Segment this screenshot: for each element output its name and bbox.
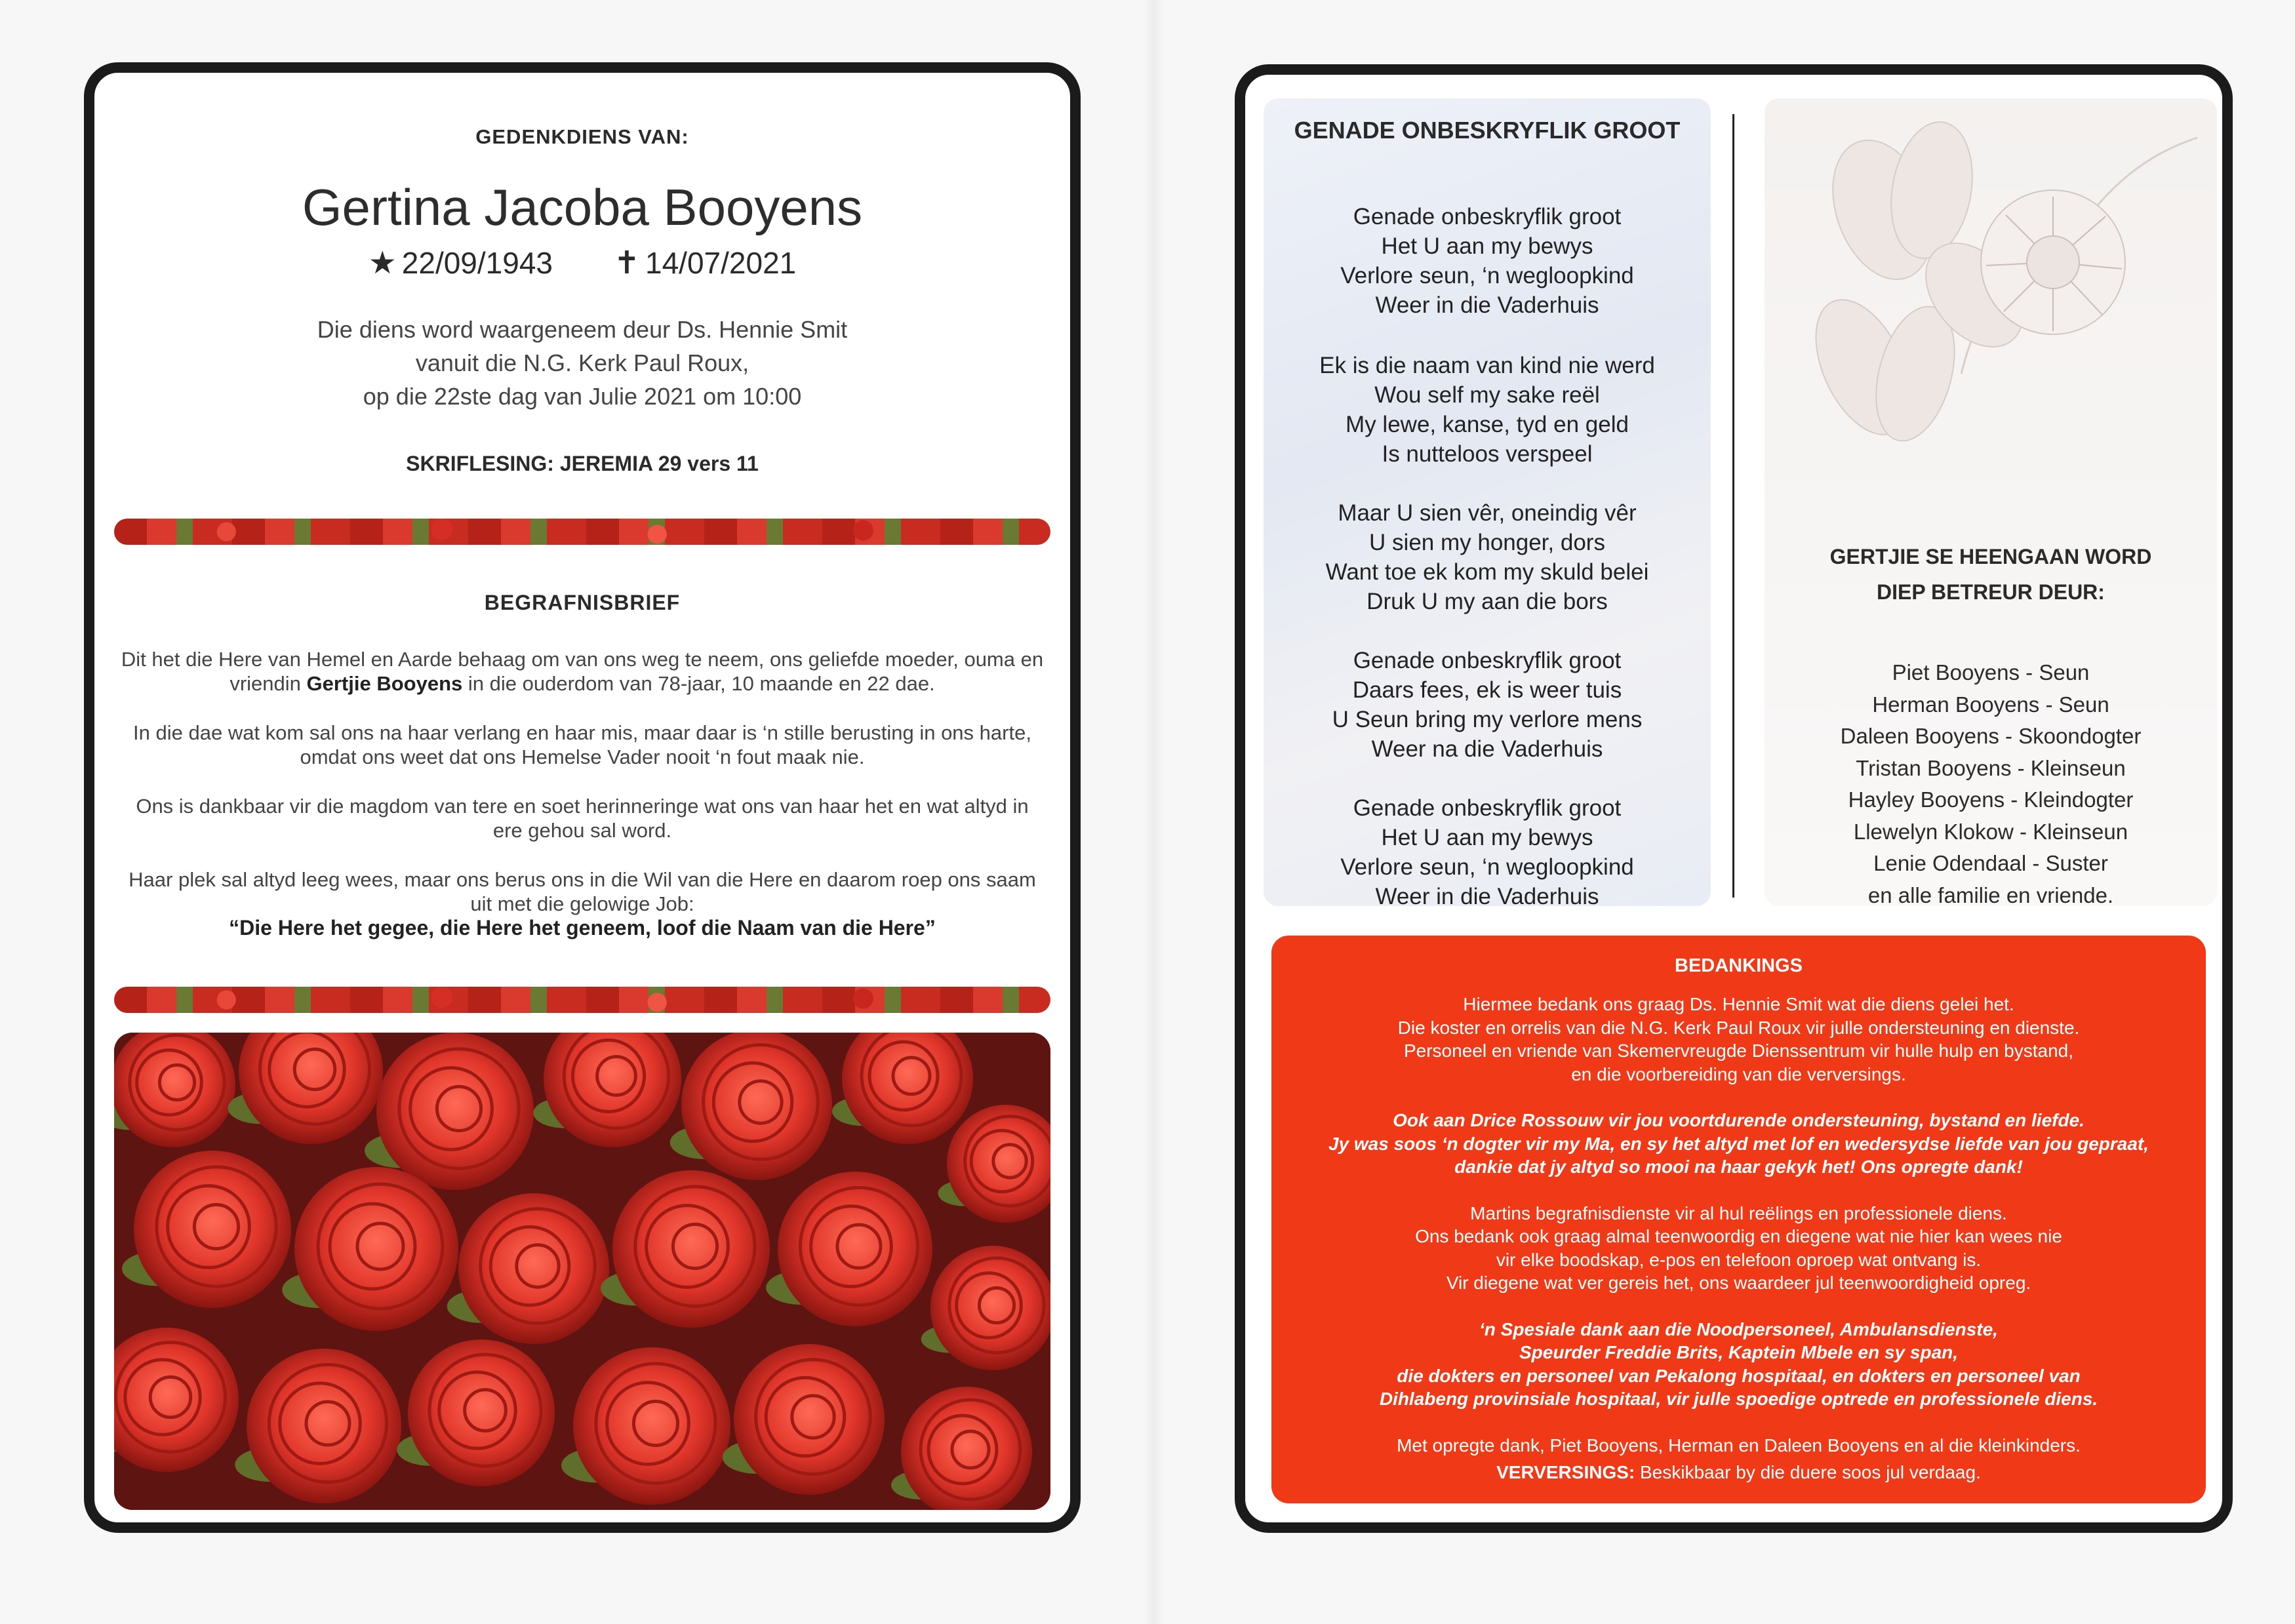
hymn-verse: Genade onbeskryflik groot Het U aan my bewys Verlore seun, ‘n wegloopkind Weer in die Vaderhuis [1340, 204, 1634, 318]
thanks-body [1291, 993, 2186, 1484]
protea-illustration [1765, 98, 2217, 505]
mourners-title: GERTJIE SE HEENGAAN WORD DIEP BETREUR DEUR: [1829, 545, 2152, 604]
thanks-title: BEDANKINGS [1675, 955, 1803, 976]
letter-paragraph: Dit het die Here van Hemel en Aarde behaag om van ons weg te neem, ons geliefde moeder, ouma en vriendin Gertjie Booyens in die ouderdom van 78-jaar, 10 maande en 22 dae. [121, 648, 1044, 695]
funeral-letter [121, 647, 1044, 940]
letter-paragraph: Haar plek sal altyd leeg wees, maar ons berus ons in die Wil van die Here en daarom roep ons saam uit met die gelowige Job: “Die Here het gegee, die Here het geneem, loof die Naam van die Here” [129, 868, 1036, 940]
service-line: op die 22ste dag van Julie 2021 om 10:00 [363, 383, 802, 410]
death-date-group [614, 245, 796, 281]
star-icon: ★ [368, 246, 397, 281]
thanks-panel [1271, 936, 2206, 1503]
thanks-paragraph: ‘n Spesiale dank aan die Noodpersoneel, Ambulansdienste, Speurder Freddie Brits, Kaptein Mbele en sy span, die dokters en personeel van Pekalong hospitaal, en dokters en personeel van Dihlabeng provinsiale hospitaal, vir julle spoedige optrede en professionele diens. [1379, 1318, 2098, 1409]
list-item: Llewelyn Klokow - Kleinseun [1853, 819, 2128, 844]
thanks-paragraph: Hiermee bedank ons graag Ds. Hennie Smit wat die diens gelei het. Die koster en orrelis van die N.G. Kerk Paul Roux vir julle ondersteuning en dienste. Personeel en vriende van Skemervreugde Dienssentrum vir hulle hulp en bystand, en die voorbereiding van die verversings. [1397, 994, 2080, 1084]
mourners-list [1765, 657, 2217, 906]
hymn-verse: Maar U sien vêr, oneindig vêr U sien my honger, dors Want toe ek kom my skuld belei Druk U my aan die bors [1325, 500, 1649, 614]
birth-date-group [369, 245, 553, 281]
hymn-panel [1264, 98, 1711, 909]
birth-date: 22/09/1943 [401, 246, 553, 280]
list-item: Herman Booyens - Seun [1872, 692, 2109, 717]
thanks-closing: Met opregte dank, Piet Booyens, Herman en Daleen Booyens en al die kleinkinders. [1397, 1435, 2081, 1456]
hymn-verse: Genade onbeskryflik groot Het U aan my bewys Verlore seun, ‘n wegloopkind Weer in die Vaderhuis [1340, 795, 1634, 909]
rose-strip-bottom [114, 987, 1050, 1013]
deceased-name: Gertina Jacoba Booyens [302, 178, 863, 236]
scripture-reading: SKRIFLESING: JEREMIA 29 vers 11 [406, 452, 759, 475]
service-line: Die diens word waargeneem deur Ds. Hennie Smit [317, 316, 848, 343]
letter-paragraph: In die dae wat kom sal ons na haar verlang en haar mis, maar daar is ‘n stille berusting in ons harte, omdat ons weet dat ons Hemelse Vader nooit ‘n fout maak nie. [133, 721, 1031, 768]
roses-illustration [114, 1033, 1050, 1510]
letter-paragraph: Ons is dankbaar vir die magdom van tere en soet herinneringe wat ons van haar het en wat altyd in ere gehou sal word. [136, 795, 1029, 842]
thanks-paragraph: Ook aan Drice Rossouw vir jou voortdurende ondersteuning, bystand en liefde. Jy was soos ‘n dogter vir my Ma, en sy het altyd met lof en wedersydse liefde van jou gepraat, dankie dat jy altyd so mooi na haar gekyk het! Ons opregte dank! [1328, 1110, 2149, 1177]
refreshments-note: VERVERSINGS: Beskikbaar by die duere soos jul verdaag. [1496, 1462, 1981, 1482]
hymn-verse: Ek is die naam van kind nie werd Wou self my sake reël My lewe, kanse, tyd en geld Is nutteloos verspeel [1319, 353, 1655, 467]
left-page [84, 62, 1081, 1533]
death-date: 14/07/2021 [645, 246, 797, 280]
job-quote: “Die Here het gegee, die Here het geneem, loof die Naam van die Here” [229, 916, 936, 940]
list-item: Tristan Booyens - Kleinseun [1856, 755, 2126, 780]
list-item: en alle familie en vriende. [1867, 882, 2114, 906]
list-item: Lenie Odendaal - Suster [1873, 851, 2108, 875]
roses-photo [114, 1033, 1050, 1510]
right-page [1235, 64, 2233, 1533]
protea-panel [1765, 98, 2217, 906]
memorial-header: GEDENKDIENS VAN: [475, 125, 689, 148]
life-dates [94, 245, 1070, 281]
funeral-letter-title: BEGRAFNISBRIEF [484, 591, 681, 614]
service-line: vanuit die N.G. Kerk Paul Roux, [415, 349, 749, 376]
page-fold [1144, 0, 1164, 1624]
hymn-title: GENADE ONBESKRYFLIK GROOT [1294, 117, 1681, 144]
nickname: Gertjie Booyens [306, 672, 463, 695]
cross-icon: ✝ [613, 246, 641, 281]
service-details [94, 313, 1070, 413]
thanks-paragraph: Martins begrafnisdienste vir al hul reëlings en professionele diens. Ons bedank ook graag almal teenwoordig en diegene wat nie hier kan wees nie vir elke boodskap, e-pos en telefoon oproep wat ontvang is. Vir diegene wat ver gereis het, ons waardeer jul teenwoordigheid opreg. [1415, 1202, 2062, 1293]
list-item: Piet Booyens - Seun [1892, 660, 2090, 684]
hymn-verse: Genade onbeskryflik groot Daars fees, ek is weer tuis U Seun bring my verlore mens Weer na die Vaderhuis [1332, 648, 1643, 762]
column-divider [1732, 114, 1734, 898]
list-item: Hayley Booyens - Kleindogter [1848, 787, 2134, 812]
list-item: Daleen Booyens - Skoondogter [1840, 724, 2142, 748]
rose-strip-top [114, 519, 1050, 545]
